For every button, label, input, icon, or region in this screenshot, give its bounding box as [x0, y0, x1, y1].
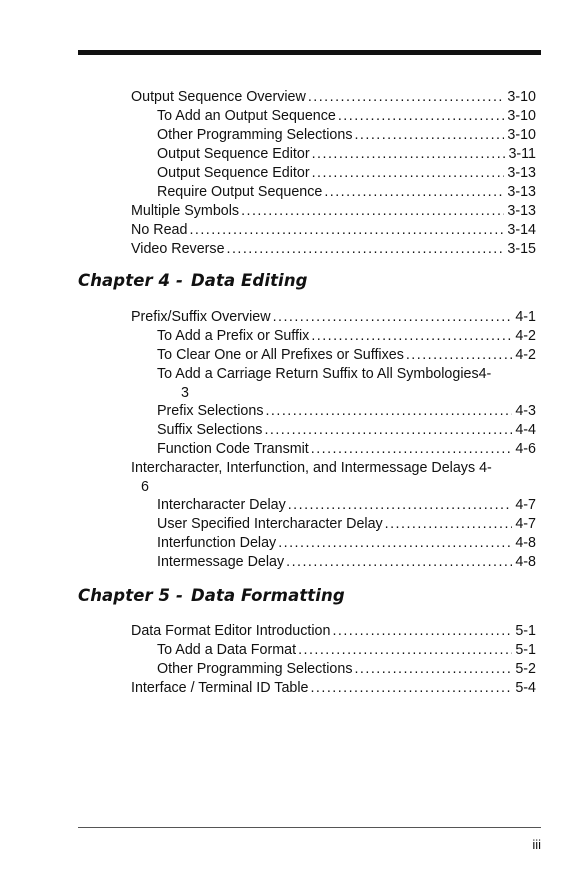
toc-entry-page: 4-7	[515, 497, 536, 513]
toc-entry-title: To Clear One or All Prefixes or Suffixes	[157, 347, 404, 363]
toc-entry[interactable]	[157, 145, 536, 164]
chapter-number: Chapter 5 -	[78, 586, 183, 605]
toc-entry-title: No Read	[131, 222, 188, 238]
toc-entry[interactable]	[131, 240, 536, 259]
toc-entry-page: 3-10	[507, 108, 536, 124]
toc-entry-title: Output Sequence Editor	[157, 165, 310, 181]
dot-leader	[298, 641, 512, 660]
toc-entry[interactable]	[131, 221, 536, 240]
toc-entry[interactable]	[157, 327, 536, 346]
dot-leader	[278, 534, 512, 553]
toc-entry-wrapped[interactable]	[157, 365, 491, 402]
dot-leader	[311, 327, 512, 346]
toc-entry-page: 3-10	[507, 127, 536, 143]
toc-entry-title: To Add a Data Format	[157, 642, 297, 658]
dot-leader	[265, 402, 512, 421]
toc-entry-page-continuation: 3	[181, 384, 189, 401]
toc-entry-page: 3-10	[507, 89, 536, 105]
dot-leader	[385, 515, 513, 534]
toc-entry[interactable]	[157, 183, 536, 202]
toc-entry-title: Output Sequence Editor	[157, 146, 310, 162]
toc-entry-title: Other Programming Selections	[157, 661, 353, 677]
toc-entry-page: 4-1	[515, 309, 536, 325]
toc-entry-page: 5-1	[515, 642, 536, 658]
toc-entry[interactable]	[131, 88, 536, 107]
dot-leader	[332, 622, 512, 641]
chapter-title: Data Editing	[190, 271, 308, 290]
toc-entry[interactable]	[157, 421, 536, 440]
dot-leader	[288, 496, 513, 515]
toc-entry[interactable]	[131, 622, 536, 641]
dot-leader	[286, 553, 512, 572]
toc-entry-page: 3-15	[507, 241, 536, 257]
toc-entry-title: To Add a Carriage Return Suffix to All Symbologies4-	[157, 366, 492, 382]
toc-entry-title: Intercharacter, Interfunction, and Intermessage Delays 4-	[131, 460, 492, 476]
toc-entry-page: 3-13	[507, 165, 536, 181]
toc-entry-title: Output Sequence Overview	[131, 89, 306, 105]
toc-entry-title: Require Output Sequence	[157, 184, 323, 200]
toc-entry[interactable]	[157, 496, 536, 515]
toc-entry-page: 5-2	[515, 661, 536, 677]
toc-entry-page: 4-6	[515, 441, 536, 457]
toc-entry[interactable]	[157, 164, 536, 183]
dot-leader	[273, 308, 513, 327]
toc-entry-title: To Add a Prefix or Suffix	[157, 328, 310, 344]
toc-entry-page: 4-4	[515, 422, 536, 438]
toc-entry-title: Data Format Editor Introduction	[131, 623, 331, 639]
toc-entry[interactable]	[157, 641, 536, 660]
toc-entry-page: 5-4	[515, 680, 536, 696]
toc-entry[interactable]	[157, 660, 536, 679]
toc-entry-title: User Specified Intercharacter Delay	[157, 516, 383, 532]
toc-entry[interactable]	[157, 553, 536, 572]
toc-entry-page: 4-2	[515, 347, 536, 363]
toc-entry-title: Prefix/Suffix Overview	[131, 309, 271, 325]
toc-entry-page: 4-2	[515, 328, 536, 344]
chapter-heading[interactable]	[78, 271, 308, 290]
toc-entry-page: 3-13	[507, 184, 536, 200]
chapter-number: Chapter 4 -	[78, 271, 183, 290]
toc-entry-title: Interfunction Delay	[157, 535, 277, 551]
toc-entry-title: Video Reverse	[131, 241, 225, 257]
toc-entry-page: 4-8	[515, 554, 536, 570]
dot-leader	[308, 88, 505, 107]
dot-leader	[338, 107, 505, 126]
dot-leader	[406, 346, 512, 365]
dot-leader	[354, 660, 512, 679]
dot-leader	[264, 421, 512, 440]
toc-entry[interactable]	[157, 126, 536, 145]
toc-entry-title: Prefix Selections	[157, 403, 264, 419]
toc-entry-page-continuation: 6	[141, 478, 149, 495]
toc-entry[interactable]	[157, 107, 536, 126]
toc-entry-page: 4-3	[515, 403, 536, 419]
toc-entry-title: Interface / Terminal ID Table	[131, 680, 309, 696]
toc-entry[interactable]	[157, 534, 536, 553]
dot-leader	[324, 183, 504, 202]
dot-leader	[310, 679, 512, 698]
dot-leader	[241, 202, 504, 221]
toc-entry-page: 4-8	[515, 535, 536, 551]
toc-entry[interactable]	[131, 308, 536, 327]
toc-entry[interactable]	[157, 402, 536, 421]
toc-entry[interactable]	[131, 202, 536, 221]
toc-entry-title: Other Programming Selections	[157, 127, 353, 143]
chapter-title: Data Formatting	[190, 586, 345, 605]
toc-entry[interactable]	[157, 440, 536, 459]
toc-entry-title: To Add an Output Sequence	[157, 108, 336, 124]
bottom-rule	[78, 827, 541, 828]
top-rule	[78, 50, 541, 55]
toc-entry-page: 3-11	[508, 146, 536, 162]
toc-entry[interactable]	[157, 515, 536, 534]
toc-entry-wrapped[interactable]	[131, 459, 492, 496]
toc-entry-title: Suffix Selections	[157, 422, 263, 438]
dot-leader	[312, 145, 506, 164]
dot-leader	[354, 126, 504, 145]
toc-entry-title: Intermessage Delay	[157, 554, 285, 570]
dot-leader	[189, 221, 504, 240]
dot-leader	[311, 440, 513, 459]
dot-leader	[227, 240, 505, 259]
toc-entry-title: Multiple Symbols	[131, 203, 240, 219]
page-number: iii	[532, 837, 541, 852]
dot-leader	[312, 164, 505, 183]
toc-entry-title: Function Code Transmit	[157, 441, 309, 457]
chapter-heading[interactable]	[78, 586, 345, 605]
toc-entry-page: 3-13	[507, 203, 536, 219]
toc-entry-page: 5-1	[515, 623, 536, 639]
toc-entry-page: 3-14	[507, 222, 536, 238]
toc-entry[interactable]	[157, 346, 536, 365]
toc-entry-page: 4-7	[515, 516, 536, 532]
toc-entry-title: Intercharacter Delay	[157, 497, 286, 513]
toc-entry[interactable]	[131, 679, 536, 698]
